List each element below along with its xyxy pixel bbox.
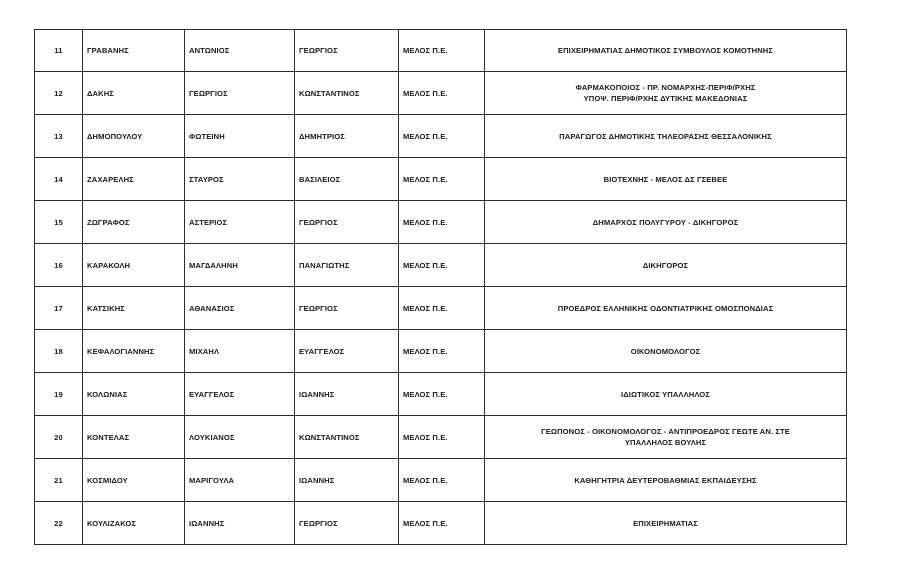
row-number: 22 — [35, 502, 83, 545]
row-number: 14 — [35, 158, 83, 201]
status-cell: ΜΕΛΟΣ Π.Ε. — [399, 158, 485, 201]
role-cell — [485, 30, 847, 72]
status-cell: ΜΕΛΟΣ Π.Ε. — [399, 287, 485, 330]
status-cell: ΜΕΛΟΣ Π.Ε. — [399, 459, 485, 502]
table-row — [35, 287, 847, 330]
role-line: ΠΡΟΕΔΡΟΣ ΕΛΛΗΝΙΚΗΣ ΟΔΟΝΤΙΑΤΡΙΚΗΣ ΟΜΟΣΠΟΝΔΙΑΣ — [557, 303, 774, 313]
table-row — [35, 459, 847, 502]
first-name-cell: ΦΩΤΕΙΝΗ — [185, 115, 295, 158]
father-name-cell: ΙΩΑΝΝΗΣ — [295, 459, 399, 502]
role-line: ΙΔΙΩΤΙΚΟΣ ΥΠΑΛΛΗΛΟΣ — [621, 389, 710, 399]
status-cell: ΜΕΛΟΣ Π.Ε. — [399, 244, 485, 287]
surname-cell: ΖΩΓΡΑΦΟΣ — [83, 201, 185, 244]
table-row — [35, 30, 847, 72]
role-cell — [485, 115, 847, 158]
status-cell: ΜΕΛΟΣ Π.Ε. — [399, 201, 485, 244]
surname-cell: ΚΑΡΑΚΟΛΗ — [83, 244, 185, 287]
role-line: ΓΕΩΠΟΝΟΣ - ΟΙΚΟΝΟΜΟΛΟΓΟΣ - ΑΝΤΙΠΡΟΕΔΡΟΣ ΓΕΩΤΕ ΑΝ. ΣΤΕ — [541, 427, 790, 436]
role-cell — [485, 502, 847, 545]
first-name-cell: ΑΝΤΩΝΙΟΣ — [185, 30, 295, 72]
father-name-cell: ΓΕΩΡΓΙΟΣ — [295, 502, 399, 545]
surname-cell: ΓΡΑΒΑΝΗΣ — [83, 30, 185, 72]
role-line: ΕΠΙΧΕΙΡΗΜΑΤΙΑΣ — [633, 518, 698, 528]
row-number: 17 — [35, 287, 83, 330]
father-name-cell: ΚΩΝΣΤΑΝΤΙΝΟΣ — [295, 72, 399, 115]
father-name-cell: ΒΑΣΙΛΕΙΟΣ — [295, 158, 399, 201]
role-cell — [485, 287, 847, 330]
first-name-cell: ΜΑΡΙΓΟΥΛΑ — [185, 459, 295, 502]
status-cell: ΜΕΛΟΣ Π.Ε. — [399, 30, 485, 72]
surname-cell: ΚΟΥΛΙΖΑΚΟΣ — [83, 502, 185, 545]
first-name-cell: ΓΕΩΡΓΙΟΣ — [185, 72, 295, 115]
status-cell: ΜΕΛΟΣ Π.Ε. — [399, 72, 485, 115]
role-line: ΔΙΚΗΓΟΡΟΣ — [642, 260, 689, 270]
table-row — [35, 244, 847, 287]
row-number: 11 — [35, 30, 83, 72]
first-name-cell: ΕΥΑΓΓΕΛΟΣ — [185, 373, 295, 416]
role-line: ΔΗΜΑΡΧΟΣ ΠΟΛΥΓΥΡΟΥ - ΔΙΚΗΓΟΡΟΣ — [592, 217, 739, 227]
status-cell: ΜΕΛΟΣ Π.Ε. — [399, 115, 485, 158]
table-row — [35, 373, 847, 416]
role-cell — [485, 330, 847, 373]
surname-cell: ΔΗΜΟΠΟΥΛΟΥ — [83, 115, 185, 158]
role-line: ΟΙΚΟΝΟΜΟΛΟΓΟΣ — [630, 346, 701, 356]
role-line: ΚΑΘΗΓΗΤΡΙΑ ΔΕΥΤΕΡΟΒΑΘΜΙΑΣ ΕΚΠΑΙΔΕΥΣΗΣ — [574, 475, 757, 485]
table-row — [35, 330, 847, 373]
table-row — [35, 502, 847, 545]
table-row — [35, 416, 847, 459]
status-cell: ΜΕΛΟΣ Π.Ε. — [399, 416, 485, 459]
first-name-cell: ΜΙΧΑΗΛ — [185, 330, 295, 373]
father-name-cell: ΔΗΜΗΤΡΙΟΣ — [295, 115, 399, 158]
role-line: ΠΑΡΑΓΩΓΟΣ ΔΗΜΟΤΙΚΗΣ ΤΗΛΕΟΡΑΣΗΣ ΘΕΣΣΑΛΟΝΙΚΗΣ — [559, 131, 772, 141]
father-name-cell: ΙΩΑΝΝΗΣ — [295, 373, 399, 416]
surname-cell: ΖΑΧΑΡΕΛΗΣ — [83, 158, 185, 201]
role-cell — [485, 244, 847, 287]
surname-cell: ΚΟΛΩΝΙΑΣ — [83, 373, 185, 416]
role-cell — [485, 72, 847, 115]
table-row — [35, 158, 847, 201]
role-cell — [485, 416, 847, 459]
row-number: 18 — [35, 330, 83, 373]
first-name-cell: ΣΤΑΥΡΟΣ — [185, 158, 295, 201]
table-row — [35, 115, 847, 158]
members-table-body — [35, 30, 847, 545]
role-line: ΦΑΡΜΑΚΟΠΟΙΟΣ - ΠΡ. ΝΟΜΑΡΧΗΣ-ΠΕΡΙΦ/ΡΧΗΣ — [575, 83, 756, 92]
father-name-cell: ΕΥΑΓΓΕΛΟΣ — [295, 330, 399, 373]
father-name-cell: ΚΩΝΣΤΑΝΤΙΝΟΣ — [295, 416, 399, 459]
status-cell: ΜΕΛΟΣ Π.Ε. — [399, 373, 485, 416]
table-row — [35, 201, 847, 244]
surname-cell: ΚΑΤΣΙΚΗΣ — [83, 287, 185, 330]
status-cell: ΜΕΛΟΣ Π.Ε. — [399, 502, 485, 545]
surname-cell: ΚΟΝΤΕΛΑΣ — [83, 416, 185, 459]
members-table — [34, 29, 847, 545]
role-line: ΕΠΙΧΕΙΡΗΜΑΤΙΑΣ ΔΗΜΟΤΙΚΟΣ ΣΥΜΒΟΥΛΟΣ ΚΟΜΟΤΗΝΗΣ — [557, 46, 774, 55]
role-cell — [485, 459, 847, 502]
role-line: ΥΠΟΨ. ΠΕΡΙΦ/ΡΧΗΣ ΔΥΤΙΚΗΣ ΜΑΚΕΔΟΝΙΑΣ — [583, 94, 748, 103]
first-name-cell: ΛΟΥΚΙΑΝΟΣ — [185, 416, 295, 459]
surname-cell: ΔΑΚΗΣ — [83, 72, 185, 115]
row-number: 13 — [35, 115, 83, 158]
first-name-cell: ΙΩΑΝΝΗΣ — [185, 502, 295, 545]
row-number: 15 — [35, 201, 83, 244]
role-cell — [485, 373, 847, 416]
surname-cell: ΚΕΦΑΛΟΓΙΑΝΝΗΣ — [83, 330, 185, 373]
role-cell — [485, 201, 847, 244]
row-number: 21 — [35, 459, 83, 502]
first-name-cell: ΑΣΤΕΡΙΟΣ — [185, 201, 295, 244]
table-row — [35, 72, 847, 115]
surname-cell: ΚΟΣΜΙΔΟΥ — [83, 459, 185, 502]
role-line: ΥΠΑΛΛΗΛΟΣ ΒΟΥΛΗΣ — [624, 438, 707, 447]
father-name-cell: ΓΕΩΡΓΙΟΣ — [295, 201, 399, 244]
first-name-cell: ΑΘΑΝΑΣΙΟΣ — [185, 287, 295, 330]
father-name-cell: ΓΕΩΡΓΙΟΣ — [295, 30, 399, 72]
father-name-cell: ΠΑΝΑΓΙΩΤΗΣ — [295, 244, 399, 287]
row-number: 20 — [35, 416, 83, 459]
row-number: 16 — [35, 244, 83, 287]
status-cell: ΜΕΛΟΣ Π.Ε. — [399, 330, 485, 373]
row-number: 12 — [35, 72, 83, 115]
row-number: 19 — [35, 373, 83, 416]
role-line: ΒΙΟΤΕΧΝΗΣ - ΜΕΛΟΣ ΔΣ ΓΣΕΒΕΕ — [603, 174, 728, 184]
first-name-cell: ΜΑΓΔΑΛΗΝΗ — [185, 244, 295, 287]
father-name-cell: ΓΕΩΡΓΙΟΣ — [295, 287, 399, 330]
role-cell — [485, 158, 847, 201]
